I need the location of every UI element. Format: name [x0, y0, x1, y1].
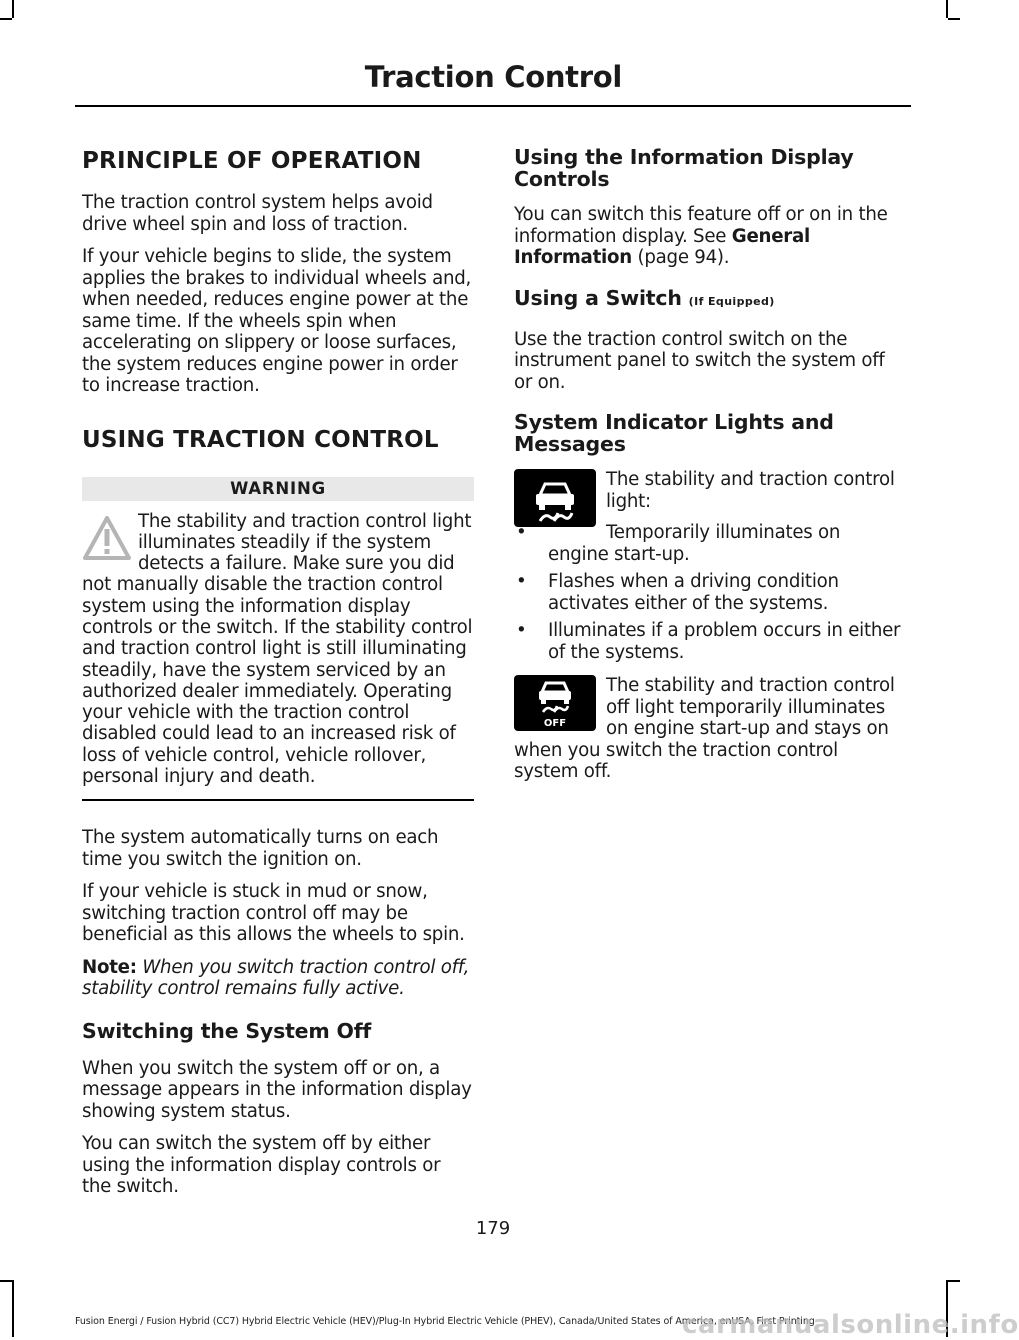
footer-text: Fusion Energi / Fusion Hybrid (CC7) Hybrid Electric Vehicle (HEV)/Plug-In Hybrid Electric Vehicle (PHEV), Canada/United States of America, enUSA, First Printing: [75, 1316, 815, 1327]
list-item: • Flashes when a driving condition activates either of the systems.: [514, 571, 906, 614]
paragraph: When you switch the system off or on, a message appears in the information display showing system status.: [82, 1057, 472, 1122]
right-column: [514, 146, 906, 793]
indicator-description: The stability and traction control light:: [606, 469, 895, 512]
paragraph: The system automatically turns on each time you switch the ignition on.: [82, 827, 439, 870]
paragraph: [514, 204, 906, 269]
traction-control-off-light-icon: [514, 675, 596, 731]
indicator-light-item: [514, 469, 906, 512]
warning-text: The stability and traction control light illuminates steadily if the system detects a failure. Make sure you did not manually disable the traction control system using the information display controls or the switch. If the stability control and traction control light is still illuminating steadily, have the system serviced by an authorized dealer immediately. Operating your vehicle with the traction control disabled could lead to an increased risk of loss of vehicle control, vehicle rollover, personal injury and death.: [82, 510, 473, 788]
subheading-indicator: System Indicator Lights and Messages: [514, 410, 834, 456]
note-label: Note:: [82, 956, 137, 978]
crop-mark: [946, 0, 948, 18]
left-column: [82, 146, 474, 1209]
section-heading-using: USING TRACTION CONTROL: [82, 426, 439, 453]
indicator-bullet-list: [514, 522, 906, 663]
crop-mark: [948, 1280, 960, 1282]
crop-mark: [0, 18, 12, 20]
cross-reference-link[interactable]: General Information: [514, 225, 811, 268]
warning-header: WARNING: [82, 477, 474, 501]
paragraph: Use the traction control switch on the instrument panel to switch the system off or on.: [514, 328, 885, 393]
off-label: OFF: [543, 718, 567, 729]
paragraph: The traction control system helps avoid drive wheel spin and loss of traction.: [82, 192, 433, 235]
text-run: (page 94).: [631, 247, 730, 268]
page-header-title: Traction Control: [364, 60, 622, 94]
section-heading-principle: PRINCIPLE OF OPERATION: [82, 148, 422, 174]
watermark: carmanualsonline.info: [682, 1310, 1019, 1340]
crop-mark: [0, 1280, 12, 1282]
skidding-car-icon: [514, 469, 596, 527]
traction-control-light-icon: [514, 469, 596, 527]
indicator-description: The stability and traction control off light temporarily illuminates on engine start-up and stays on when you switch the traction control system off.: [514, 675, 895, 782]
paragraph: You can switch the system off by either using the information display controls or the switch.: [82, 1133, 441, 1198]
warning-divider: [82, 799, 474, 801]
text-run: You can switch this feature off or on in the information display. See: [514, 204, 888, 247]
note-text: When you switch traction control off, stability control remains fully active.: [82, 956, 470, 1000]
list-item: • Temporarily illuminates on engine start-up.: [514, 522, 906, 565]
paragraph: If your vehicle begins to slide, the system applies the brakes to individual wheels and, when needed, reduces engine power at the same time. If the wheels spin when accelerating on slippery or loose surfaces, the system reduces engine power in order to increase traction.: [82, 246, 472, 396]
subheading-switch: [514, 287, 906, 313]
subheading-info-display: Using the Information Display Controls: [514, 145, 854, 191]
crop-mark: [12, 0, 14, 18]
warning-box: [82, 511, 474, 788]
skidding-car-off-icon: [514, 675, 596, 731]
page-number: 179: [475, 1218, 511, 1239]
list-item: • Illuminates if a problem occurs in either of the systems.: [514, 620, 906, 663]
subheading-switch-text: Using a Switch: [514, 285, 682, 310]
indicator-off-light-item: [514, 675, 906, 783]
crop-mark: [12, 1280, 14, 1337]
warning-triangle-icon: [82, 515, 132, 561]
subheading-switching: Switching the System Off: [82, 1018, 372, 1043]
if-equipped-tag: (If Equipped): [688, 294, 775, 308]
header-divider: [75, 105, 911, 107]
paragraph: If your vehicle is stuck in mud or snow, switching traction control off may be beneficial as this allows the wheels to spin.: [82, 881, 465, 946]
crop-mark: [948, 18, 960, 20]
note: [82, 957, 474, 1000]
